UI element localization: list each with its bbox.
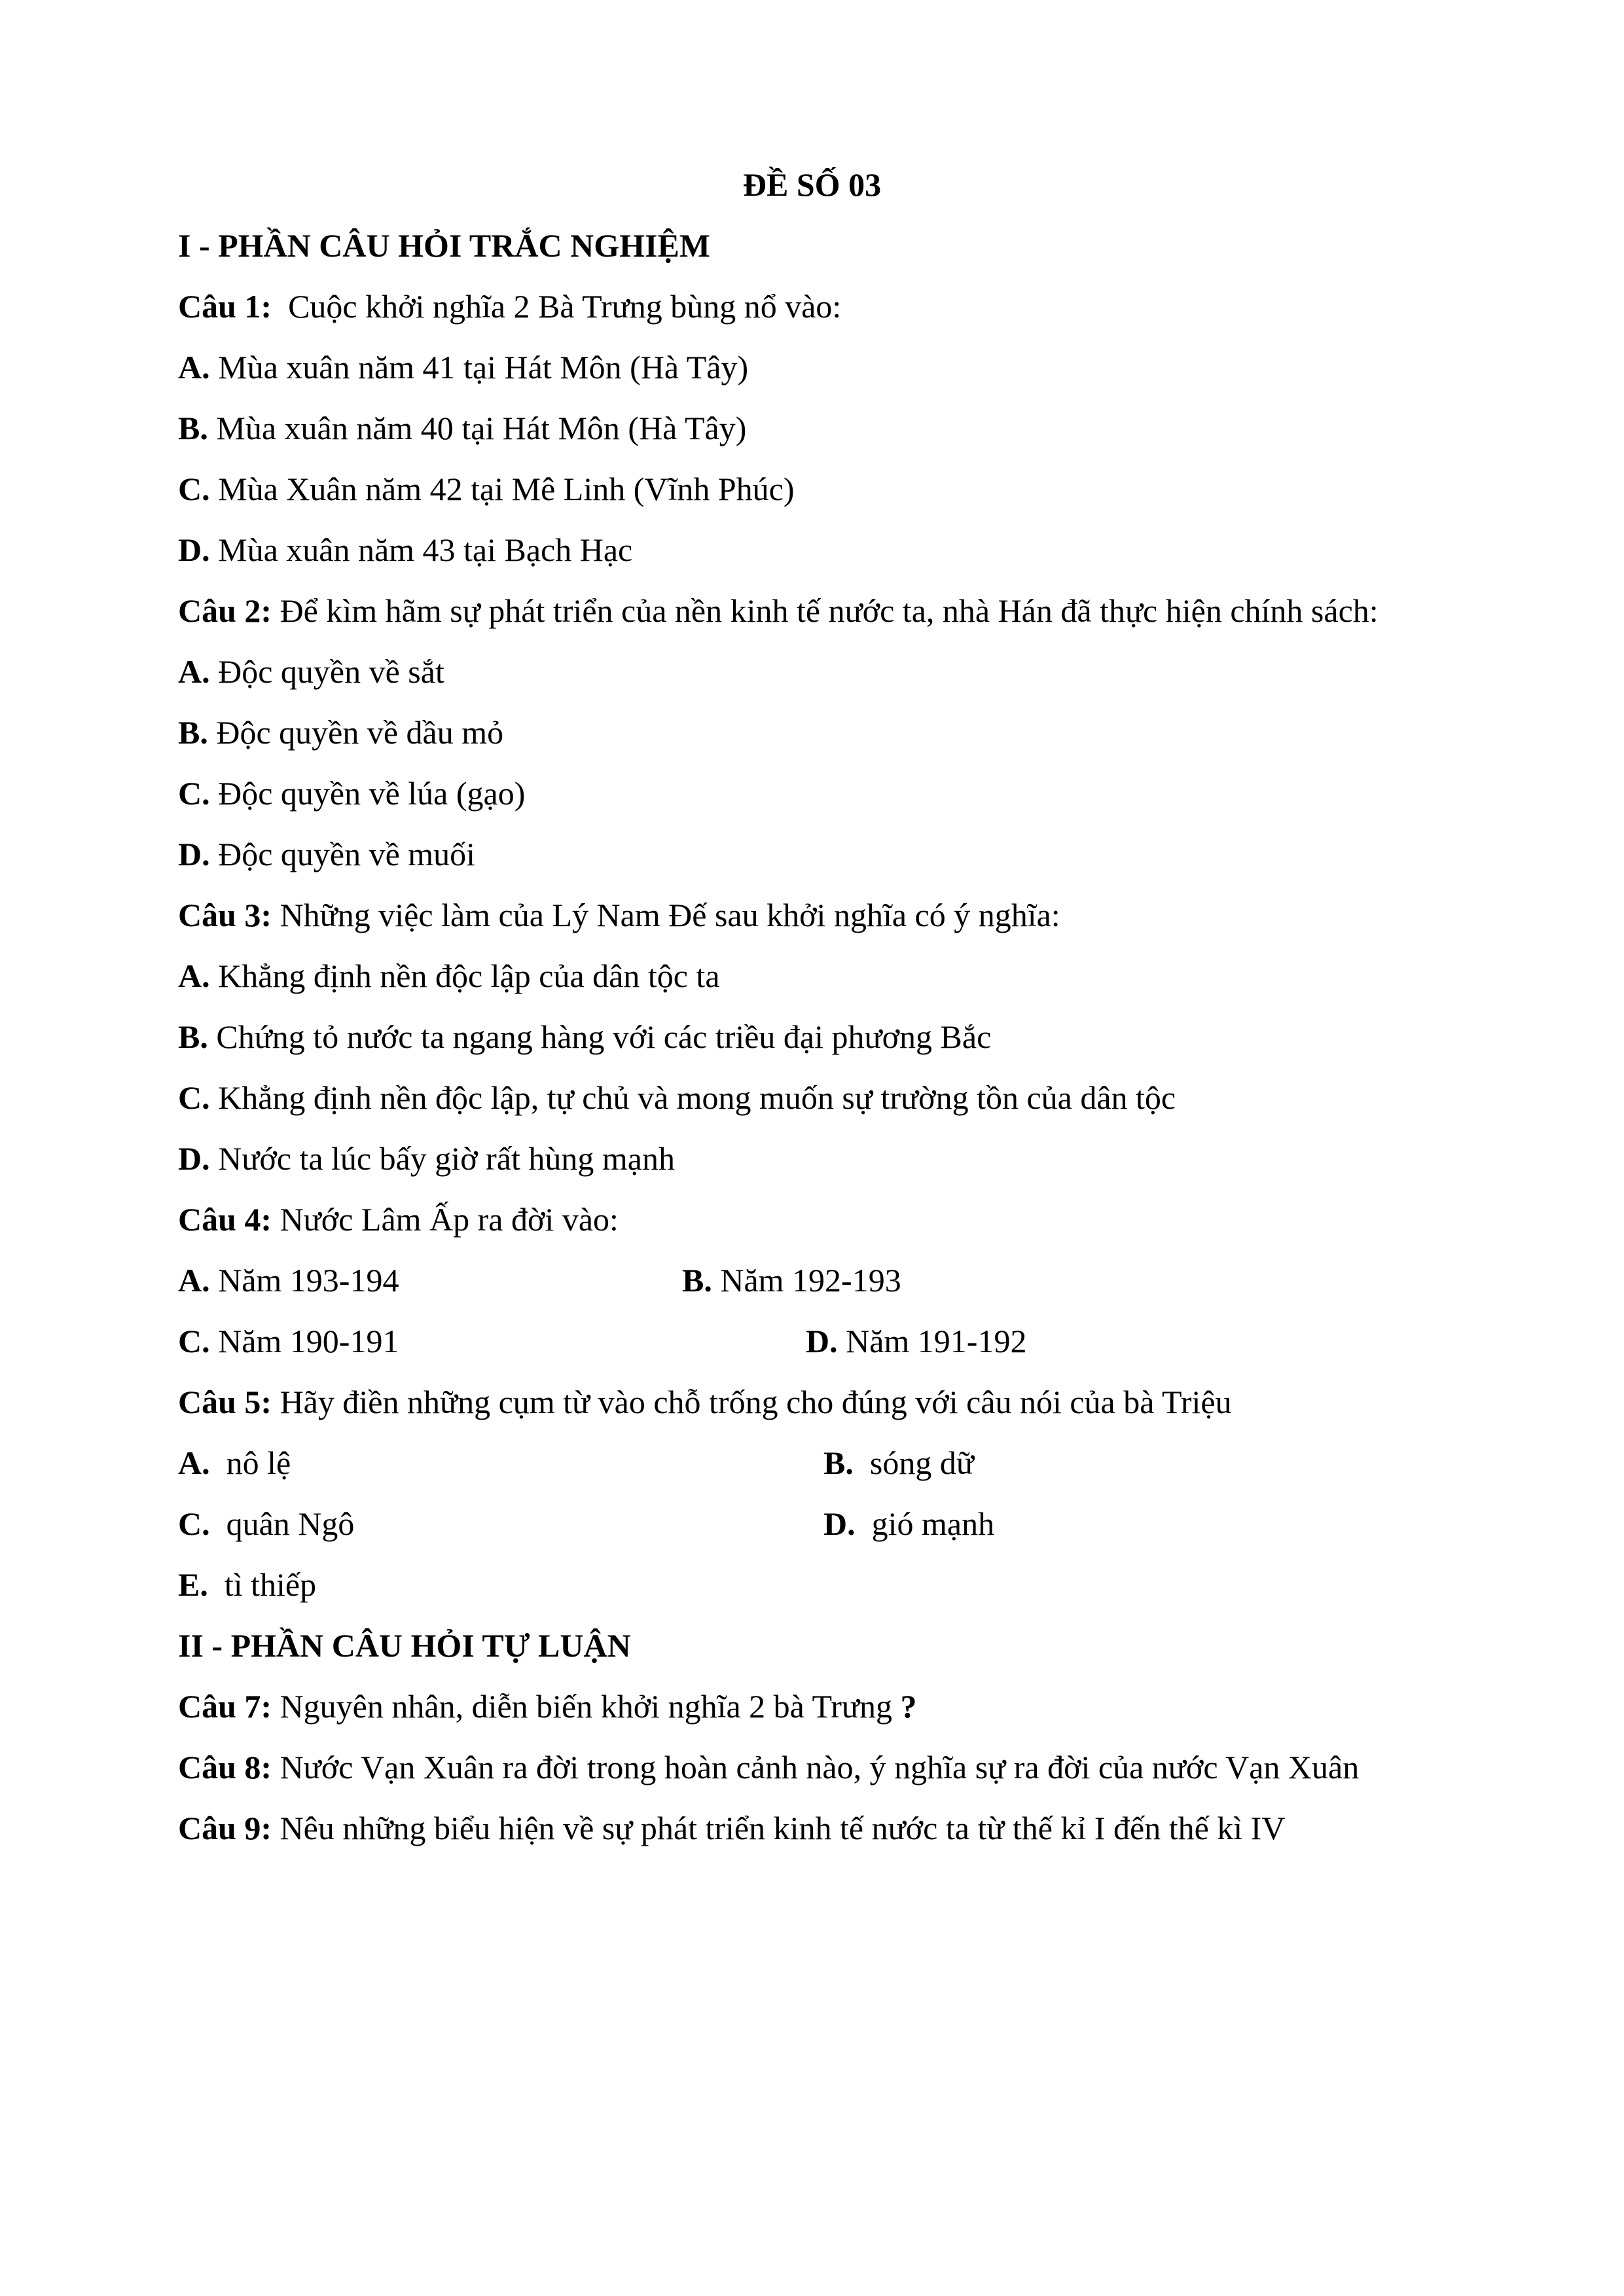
q1-option-d	[178, 530, 632, 569]
option-text: tì thiếp	[224, 1566, 317, 1603]
question-label: Câu 5:	[178, 1384, 272, 1420]
option-letter: D.	[178, 531, 210, 568]
option-letter: A.	[178, 958, 210, 994]
option-text: gió mạnh	[871, 1505, 995, 1542]
question-7	[178, 1687, 916, 1726]
q4-option-c	[178, 1321, 399, 1361]
option-letter: B.	[682, 1262, 712, 1299]
question-3	[178, 895, 1060, 935]
question-text: Để kìm hãm sự phát triển của nền kinh tế nước ta, nhà Hán đã thực hiện chính sách:	[280, 592, 1379, 629]
option-text: Mùa xuân năm 40 tại Hát Môn (Hà Tây)	[216, 410, 747, 446]
option-text: nô lệ	[226, 1444, 291, 1481]
q5-option-c	[178, 1504, 354, 1543]
option-text: Mùa xuân năm 41 tại Hát Môn (Hà Tây)	[218, 349, 749, 386]
option-letter: B.	[178, 410, 208, 446]
option-letter: C.	[178, 1505, 210, 1542]
question-text: Hãy điền những cụm từ vào chỗ trống cho đúng với câu nói của bà Triệu	[280, 1384, 1232, 1420]
option-letter: D.	[178, 836, 210, 872]
option-letter: E.	[178, 1566, 208, 1603]
section-heading-essay: II - PHẦN CÂU HỎI TỰ LUẬN	[178, 1627, 631, 1664]
option-letter: D.	[806, 1323, 838, 1359]
question-text: Nước Vạn Xuân ra đời trong hoàn cảnh nào, ý nghĩa sự ra đời của nước Vạn Xuân	[280, 1749, 1360, 1785]
q1-option-a	[178, 348, 748, 387]
q2-option-c	[178, 774, 525, 813]
q5-option-a	[178, 1443, 291, 1482]
q2-option-b	[178, 713, 503, 752]
question-label: Câu 9:	[178, 1810, 272, 1846]
question-9	[178, 1808, 1285, 1848]
option-text: Độc quyền về sắt	[218, 653, 444, 690]
option-letter: A.	[178, 349, 210, 386]
option-text: Độc quyền về muối	[218, 836, 476, 872]
q2-option-a	[178, 652, 444, 691]
q5-option-e	[178, 1565, 316, 1604]
option-letter: B.	[178, 1018, 208, 1055]
question-label: Câu 2:	[178, 592, 272, 629]
question-4	[178, 1200, 619, 1239]
q4-option-a	[178, 1261, 399, 1300]
question-label: Câu 1:	[178, 288, 272, 325]
option-text: Độc quyền về dầu mỏ	[216, 714, 504, 751]
option-text: Độc quyền về lúa (gạo)	[218, 775, 526, 812]
option-text: Nước ta lúc bấy giờ rất hùng mạnh	[218, 1140, 675, 1177]
question-text: Nêu những biểu hiện về sự phát triển kinh tế nước ta từ thế kỉ I đến thế kì IV	[280, 1810, 1286, 1846]
question-text: Nước Lâm Ấp ra đời vào:	[280, 1201, 619, 1238]
section-heading-multiple-choice: I - PHẦN CÂU HỎI TRẮC NGHIỆM	[178, 227, 710, 264]
option-letter: A.	[178, 1444, 210, 1481]
q4-option-d	[806, 1321, 1026, 1361]
option-text: Năm 193-194	[218, 1262, 399, 1299]
question-8	[178, 1748, 1359, 1787]
option-letter: D.	[178, 1140, 210, 1177]
page-title: ĐỀ SỐ 03	[742, 166, 882, 203]
q1-option-c	[178, 469, 795, 509]
option-text: sóng dữ	[869, 1444, 974, 1481]
q3-option-c	[178, 1078, 1176, 1117]
question-label: Câu 7:	[178, 1688, 272, 1725]
option-letter: A.	[178, 653, 210, 690]
option-letter: B.	[823, 1444, 854, 1481]
option-letter: C.	[178, 471, 210, 507]
option-text: Năm 191-192	[846, 1323, 1027, 1359]
option-text: Khẳng định nền độc lập, tự chủ và mong muốn sự trường tồn của dân tộc	[218, 1079, 1176, 1116]
option-letter: C.	[178, 775, 210, 812]
q3-option-b	[178, 1017, 991, 1056]
q3-option-d	[178, 1139, 675, 1178]
option-letter: B.	[178, 714, 208, 751]
option-letter: C.	[178, 1323, 210, 1359]
question-label: Câu 3:	[178, 897, 272, 933]
question-5	[178, 1382, 1232, 1422]
q3-option-a	[178, 956, 720, 996]
option-text: Mùa Xuân năm 42 tại Mê Linh (Vĩnh Phúc)	[218, 471, 795, 507]
option-text: Chứng tỏ nước ta ngang hàng với các triều đại phương Bắc	[216, 1018, 992, 1055]
question-1	[178, 287, 841, 326]
option-letter: A.	[178, 1262, 210, 1299]
option-text: Mùa xuân năm 43 tại Bạch Hạc	[218, 531, 633, 568]
question-label: Câu 4:	[178, 1201, 272, 1238]
question-text: Những việc làm của Lý Nam Đế sau khởi nghĩa có ý nghĩa:	[280, 897, 1060, 933]
question-2	[178, 591, 1379, 630]
q2-option-d	[178, 834, 475, 874]
option-letter: D.	[823, 1505, 856, 1542]
option-text: quân Ngô	[226, 1505, 355, 1542]
q1-option-b	[178, 408, 746, 448]
option-letter: C.	[178, 1079, 210, 1116]
option-text: Năm 192-193	[720, 1262, 901, 1299]
q5-option-d	[823, 1504, 994, 1543]
q5-option-b	[823, 1443, 974, 1482]
question-label: Câu 8:	[178, 1749, 272, 1785]
option-text: Khẳng định nền độc lập của dân tộc ta	[218, 958, 720, 994]
q4-option-b	[682, 1261, 901, 1300]
option-text: Năm 190-191	[218, 1323, 399, 1359]
question-text: Nguyên nhân, diễn biến khởi nghĩa 2 bà Trưng	[280, 1688, 892, 1725]
question-text: Cuộc khởi nghĩa 2 Bà Trưng bùng nổ vào:	[288, 288, 842, 325]
question-mark: ?	[900, 1688, 917, 1725]
